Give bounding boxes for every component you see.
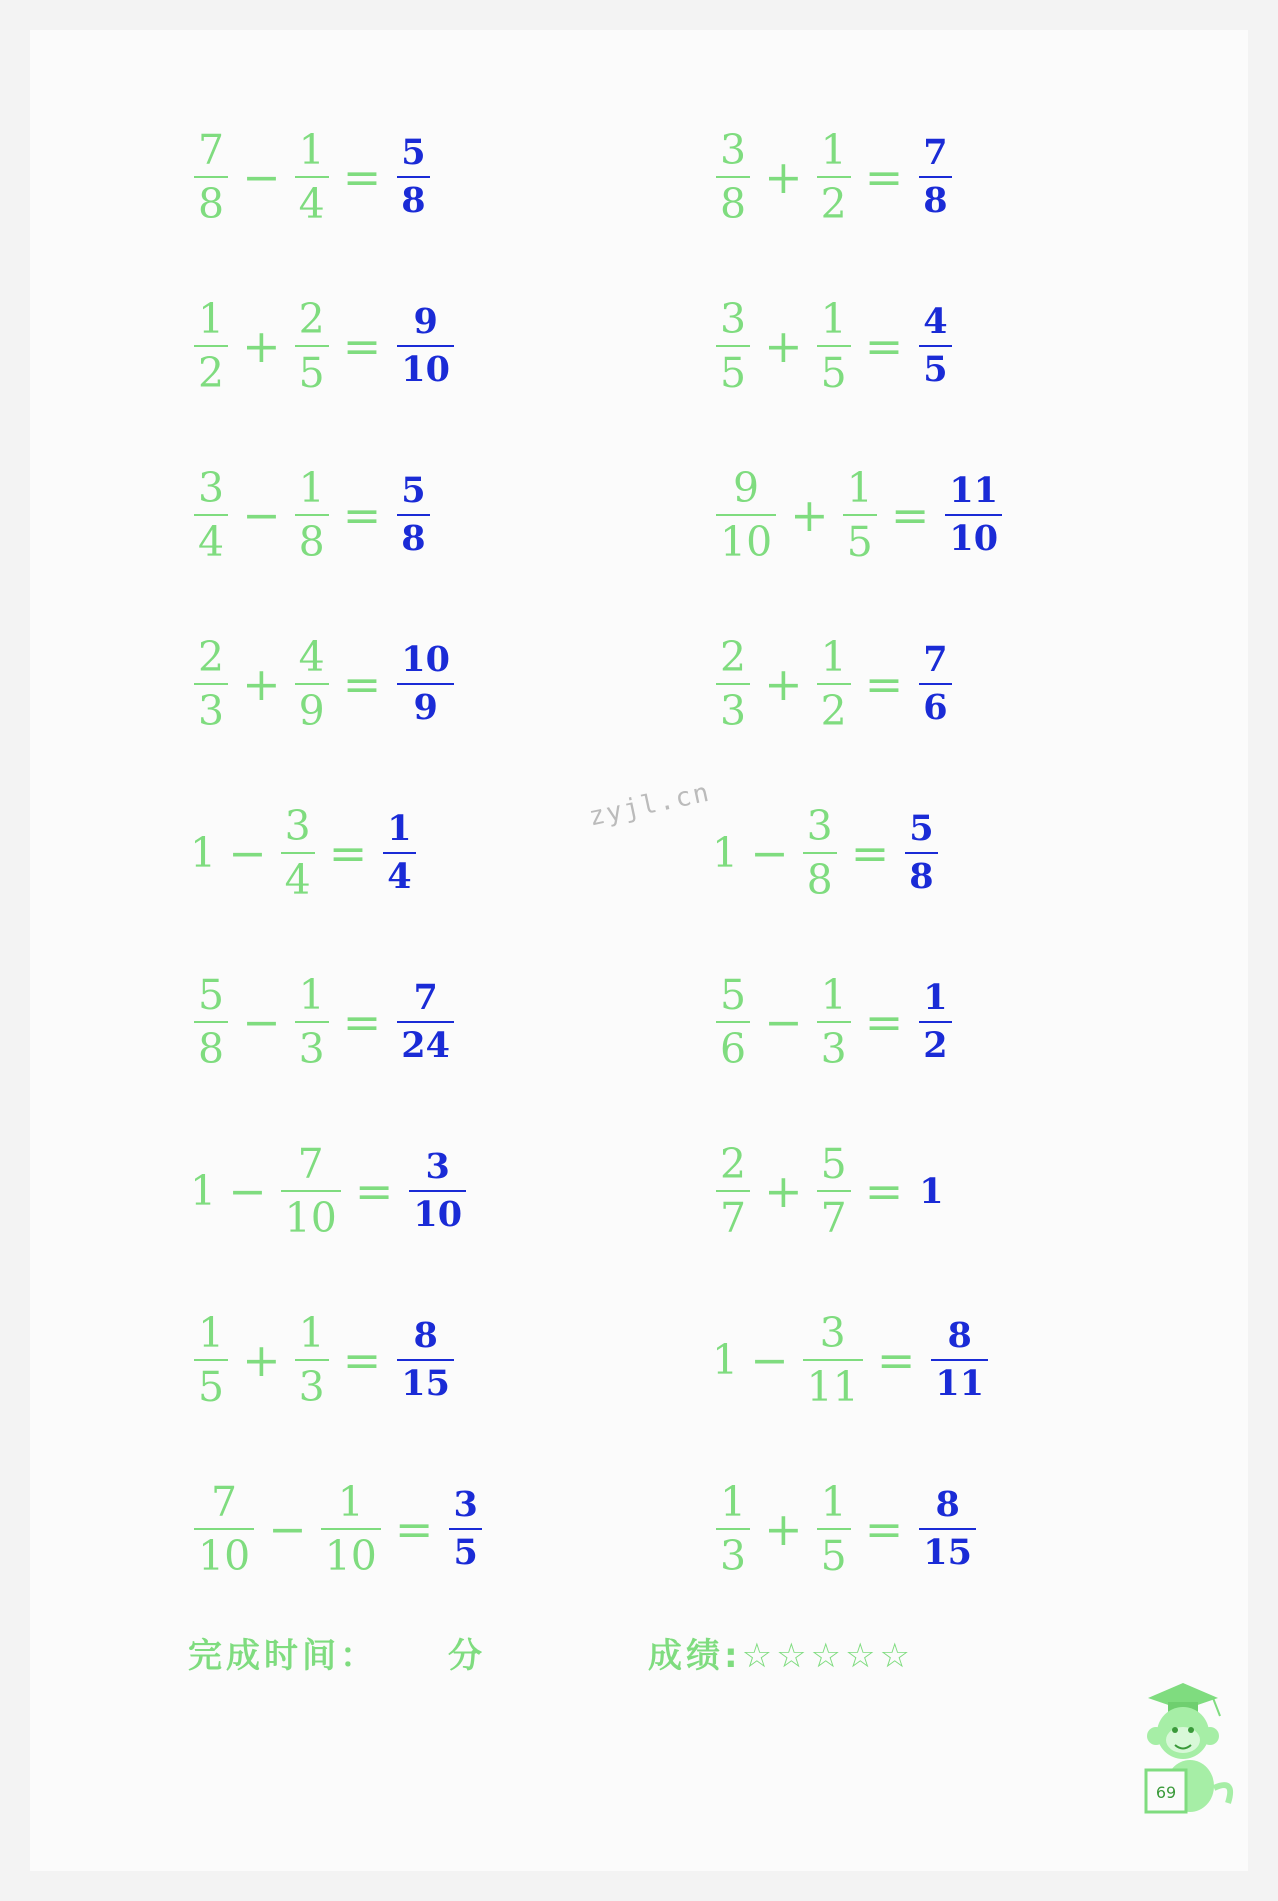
numerator: 3 <box>806 802 833 850</box>
whole-number: 1 <box>712 1336 739 1384</box>
numerator: 5 <box>820 1140 847 1188</box>
denominator: 8 <box>401 518 426 559</box>
numerator: 4 <box>923 301 948 342</box>
fraction <box>843 465 877 565</box>
numerator: 3 <box>198 464 225 512</box>
fraction <box>716 972 750 1072</box>
problem-item <box>712 1136 944 1246</box>
operator: + <box>790 488 829 542</box>
denominator: 5 <box>846 518 873 566</box>
fraction <box>803 803 837 903</box>
answer-fraction <box>905 809 937 897</box>
equals-sign: = <box>342 319 382 373</box>
answer-fraction <box>931 1316 988 1404</box>
fraction-bar <box>397 514 429 516</box>
answer-fraction <box>397 1316 454 1404</box>
equals-sign: = <box>328 826 368 880</box>
fraction-bar <box>397 176 429 178</box>
equals-sign: = <box>354 1164 394 1218</box>
fraction <box>817 127 851 227</box>
equals-sign: = <box>864 319 904 373</box>
numerator: 7 <box>923 132 948 173</box>
numerator: 1 <box>820 295 847 343</box>
fraction <box>295 634 329 734</box>
problem-item <box>712 291 956 401</box>
answer-fraction <box>397 978 454 1066</box>
equals-sign: = <box>864 1502 904 1556</box>
problem-item <box>190 122 434 232</box>
problem-item <box>712 122 956 232</box>
denominator: 3 <box>720 687 747 735</box>
fraction <box>194 972 228 1072</box>
whole-number: 1 <box>190 1167 217 1215</box>
equals-sign: = <box>864 995 904 1049</box>
numerator: 11 <box>949 470 999 511</box>
fraction-bar <box>194 345 228 347</box>
fraction <box>295 296 329 396</box>
numerator: 1 <box>820 1478 847 1526</box>
fraction-bar <box>803 852 837 854</box>
denominator: 2 <box>923 1025 948 1066</box>
fraction-bar <box>716 514 776 516</box>
fraction-bar <box>716 683 750 685</box>
operator: + <box>242 1333 281 1387</box>
operator: − <box>268 1502 307 1556</box>
fraction-bar <box>817 345 851 347</box>
fraction-bar <box>449 1528 481 1530</box>
numerator: 1 <box>298 971 325 1019</box>
numerator: 1 <box>820 633 847 681</box>
fraction <box>194 634 228 734</box>
denominator: 11 <box>806 1363 859 1411</box>
answer-fraction <box>919 640 951 728</box>
fraction-bar <box>716 1528 750 1530</box>
fraction-bar <box>716 176 750 178</box>
answer-fraction <box>383 809 415 897</box>
denominator: 4 <box>198 518 225 566</box>
denominator: 9 <box>413 687 438 728</box>
fraction <box>716 296 750 396</box>
fraction-bar <box>295 683 329 685</box>
denominator: 8 <box>298 518 325 566</box>
fraction <box>281 803 315 903</box>
answer-fraction <box>409 1147 466 1235</box>
denominator: 4 <box>298 180 325 228</box>
whole-number: 1 <box>712 829 739 877</box>
fraction <box>803 1310 863 1410</box>
denominator: 10 <box>413 1194 463 1235</box>
fraction-bar <box>397 1359 454 1361</box>
fraction <box>281 1141 341 1241</box>
numerator: 3 <box>425 1146 450 1187</box>
operator: + <box>764 150 803 204</box>
fraction <box>194 1479 254 1579</box>
page-number: 69 <box>1155 1783 1177 1802</box>
answer-fraction <box>919 133 951 221</box>
denominator: 11 <box>935 1363 985 1404</box>
numerator: 5 <box>401 470 426 511</box>
denominator: 3 <box>720 1532 747 1580</box>
fraction-bar <box>281 852 315 854</box>
numerator: 3 <box>720 126 747 174</box>
monkey-graduate-icon <box>1128 1678 1248 1828</box>
denominator: 2 <box>198 349 225 397</box>
denominator: 10 <box>401 349 450 390</box>
operator: − <box>242 995 281 1049</box>
fraction <box>295 972 329 1072</box>
numerator: 4 <box>298 633 325 681</box>
denominator: 8 <box>923 180 948 221</box>
fraction-bar <box>295 514 329 516</box>
fraction-bar <box>295 345 329 347</box>
denominator: 3 <box>198 687 225 735</box>
fraction <box>295 465 329 565</box>
operator: − <box>242 150 281 204</box>
fraction <box>716 1479 750 1579</box>
watermark: zyjl.cn <box>586 777 714 833</box>
numerator: 5 <box>198 971 225 1019</box>
operator: + <box>764 319 803 373</box>
fraction-bar <box>194 176 228 178</box>
fraction-bar <box>295 1359 329 1361</box>
fraction <box>817 1141 851 1241</box>
answer-fraction <box>397 640 454 728</box>
numerator: 2 <box>720 1140 747 1188</box>
answer-fraction <box>945 471 1002 559</box>
fraction-bar <box>194 1528 254 1530</box>
numerator: 1 <box>337 1478 364 1526</box>
fraction <box>716 634 750 734</box>
fraction-bar <box>817 1021 851 1023</box>
minutes-label: 分 <box>448 1636 486 1676</box>
numerator: 1 <box>198 295 225 343</box>
answer-fraction <box>449 1485 481 1573</box>
denominator: 5 <box>453 1532 478 1573</box>
numerator: 1 <box>923 977 948 1018</box>
problem-item <box>190 1136 470 1246</box>
equals-sign: = <box>864 657 904 711</box>
numerator: 9 <box>413 301 438 342</box>
problem-item <box>712 967 956 1077</box>
denominator: 5 <box>820 1532 847 1580</box>
operator: + <box>764 657 803 711</box>
operator: − <box>242 488 281 542</box>
fraction-bar <box>716 345 750 347</box>
fraction-bar <box>817 683 851 685</box>
fraction-bar <box>409 1190 466 1192</box>
answer-fraction <box>397 471 429 559</box>
fraction <box>716 1141 750 1241</box>
numerator: 1 <box>198 1309 225 1357</box>
problem-item <box>190 291 458 401</box>
denominator: 10 <box>198 1532 251 1580</box>
operator: − <box>750 826 789 880</box>
operator: − <box>228 1164 267 1218</box>
equals-sign: = <box>864 1164 904 1218</box>
denominator: 4 <box>284 856 311 904</box>
numerator: 10 <box>401 639 450 680</box>
fraction <box>194 465 228 565</box>
problem-item <box>190 967 458 1077</box>
equals-sign: = <box>342 657 382 711</box>
fraction-bar <box>397 345 454 347</box>
equals-sign: = <box>890 488 930 542</box>
answer-fraction <box>397 302 454 390</box>
denominator: 8 <box>909 856 934 897</box>
equals-sign: = <box>342 995 382 1049</box>
fraction-bar <box>194 1359 228 1361</box>
numerator: 9 <box>733 464 760 512</box>
numerator: 8 <box>935 1484 960 1525</box>
equals-sign: = <box>864 150 904 204</box>
fraction-bar <box>919 1021 951 1023</box>
numerator: 5 <box>909 808 934 849</box>
denominator: 6 <box>720 1025 747 1073</box>
denominator: 7 <box>720 1194 747 1242</box>
problem-item <box>190 798 420 908</box>
fraction-bar <box>817 1190 851 1192</box>
denominator: 8 <box>198 1025 225 1073</box>
fraction-bar <box>931 1359 988 1361</box>
score-label: 成绩:☆☆☆☆☆ <box>648 1636 914 1676</box>
fraction-bar <box>716 1190 750 1192</box>
denominator: 2 <box>820 687 847 735</box>
numerator: 7 <box>198 126 225 174</box>
answer-fraction <box>919 978 951 1066</box>
numerator: 1 <box>298 1309 325 1357</box>
fraction <box>194 296 228 396</box>
problem-item <box>190 460 434 570</box>
fraction-bar <box>817 176 851 178</box>
fraction-bar <box>295 176 329 178</box>
fraction-bar <box>945 514 1002 516</box>
operator: + <box>764 1502 803 1556</box>
denominator: 10 <box>324 1532 377 1580</box>
operator: − <box>228 826 267 880</box>
numerator: 3 <box>720 295 747 343</box>
fraction-bar <box>397 1021 454 1023</box>
numerator: 1 <box>720 1478 747 1526</box>
fraction-bar <box>397 683 454 685</box>
fraction <box>295 1310 329 1410</box>
denominator: 10 <box>284 1194 337 1242</box>
operator: + <box>242 319 281 373</box>
fraction-bar <box>281 1190 341 1192</box>
fraction <box>817 296 851 396</box>
answer-fraction <box>397 133 429 221</box>
equals-sign: = <box>850 826 890 880</box>
whole-number: 1 <box>190 829 217 877</box>
fraction-bar <box>919 683 951 685</box>
numerator: 2 <box>720 633 747 681</box>
fraction-bar <box>194 683 228 685</box>
fraction-bar <box>383 852 415 854</box>
fraction <box>716 127 750 227</box>
fraction-bar <box>321 1528 381 1530</box>
fraction <box>716 465 776 565</box>
operator: − <box>764 995 803 1049</box>
operator: − <box>750 1333 789 1387</box>
problem-item <box>190 1474 486 1584</box>
numerator: 5 <box>720 971 747 1019</box>
denominator: 3 <box>298 1363 325 1411</box>
operator: + <box>764 1164 803 1218</box>
denominator: 24 <box>401 1025 450 1066</box>
fraction-bar <box>905 852 937 854</box>
equals-sign: = <box>342 150 382 204</box>
time-label: 完成时间： <box>188 1636 378 1676</box>
fraction-bar <box>919 345 951 347</box>
numerator: 2 <box>298 295 325 343</box>
fraction-bar <box>716 1021 750 1023</box>
denominator: 9 <box>298 687 325 735</box>
denominator: 5 <box>198 1363 225 1411</box>
denominator: 5 <box>923 349 948 390</box>
problem-item <box>712 1305 992 1415</box>
fraction-bar <box>919 1528 976 1530</box>
denominator: 6 <box>923 687 948 728</box>
numerator: 1 <box>820 971 847 1019</box>
equals-sign: = <box>394 1502 434 1556</box>
numerator: 2 <box>198 633 225 681</box>
numerator: 8 <box>413 1315 438 1356</box>
fraction-bar <box>803 1359 863 1361</box>
fraction-bar <box>194 1021 228 1023</box>
denominator: 15 <box>923 1532 972 1573</box>
fraction-bar <box>817 1528 851 1530</box>
denominator: 5 <box>298 349 325 397</box>
mascot <box>1128 1678 1248 1832</box>
numerator: 1 <box>298 126 325 174</box>
denominator: 3 <box>298 1025 325 1073</box>
fraction-bar <box>919 176 951 178</box>
fraction-bar <box>843 514 877 516</box>
fraction <box>295 127 329 227</box>
numerator: 1 <box>820 126 847 174</box>
denominator: 8 <box>720 180 747 228</box>
denominator: 5 <box>720 349 747 397</box>
fraction <box>321 1479 381 1579</box>
fraction-bar <box>194 514 228 516</box>
numerator: 3 <box>453 1484 478 1525</box>
numerator: 3 <box>284 802 311 850</box>
denominator: 5 <box>820 349 847 397</box>
denominator: 7 <box>820 1194 847 1242</box>
numerator: 5 <box>401 132 426 173</box>
problem-item <box>712 798 942 908</box>
numerator: 1 <box>846 464 873 512</box>
numerator: 3 <box>819 1309 846 1357</box>
denominator: 8 <box>806 856 833 904</box>
numerator: 7 <box>211 1478 238 1526</box>
answer-fraction <box>919 1485 976 1573</box>
operator: + <box>242 657 281 711</box>
problem-item <box>712 629 956 739</box>
fraction-bar <box>295 1021 329 1023</box>
numerator: 1 <box>387 808 412 849</box>
denominator: 3 <box>820 1025 847 1073</box>
problem-item <box>712 1474 980 1584</box>
numerator: 8 <box>947 1315 972 1356</box>
fraction <box>194 127 228 227</box>
numerator: 7 <box>923 639 948 680</box>
numerator: 7 <box>413 977 438 1018</box>
equals-sign: = <box>342 1333 382 1387</box>
fraction <box>817 1479 851 1579</box>
denominator: 4 <box>387 856 412 897</box>
problem-item <box>190 629 458 739</box>
answer-whole: 1 <box>919 1170 944 1212</box>
answer-fraction <box>919 302 951 390</box>
numerator: 1 <box>298 464 325 512</box>
denominator: 10 <box>720 518 773 566</box>
numerator: 7 <box>297 1140 324 1188</box>
denominator: 15 <box>401 1363 450 1404</box>
fraction <box>194 1310 228 1410</box>
problem-item <box>190 1305 458 1415</box>
equals-sign: = <box>876 1333 916 1387</box>
fraction <box>817 972 851 1072</box>
denominator: 8 <box>198 180 225 228</box>
denominator: 2 <box>820 180 847 228</box>
denominator: 10 <box>949 518 999 559</box>
fraction <box>817 634 851 734</box>
denominator: 8 <box>401 180 426 221</box>
equals-sign: = <box>342 488 382 542</box>
problem-item <box>712 460 1006 570</box>
